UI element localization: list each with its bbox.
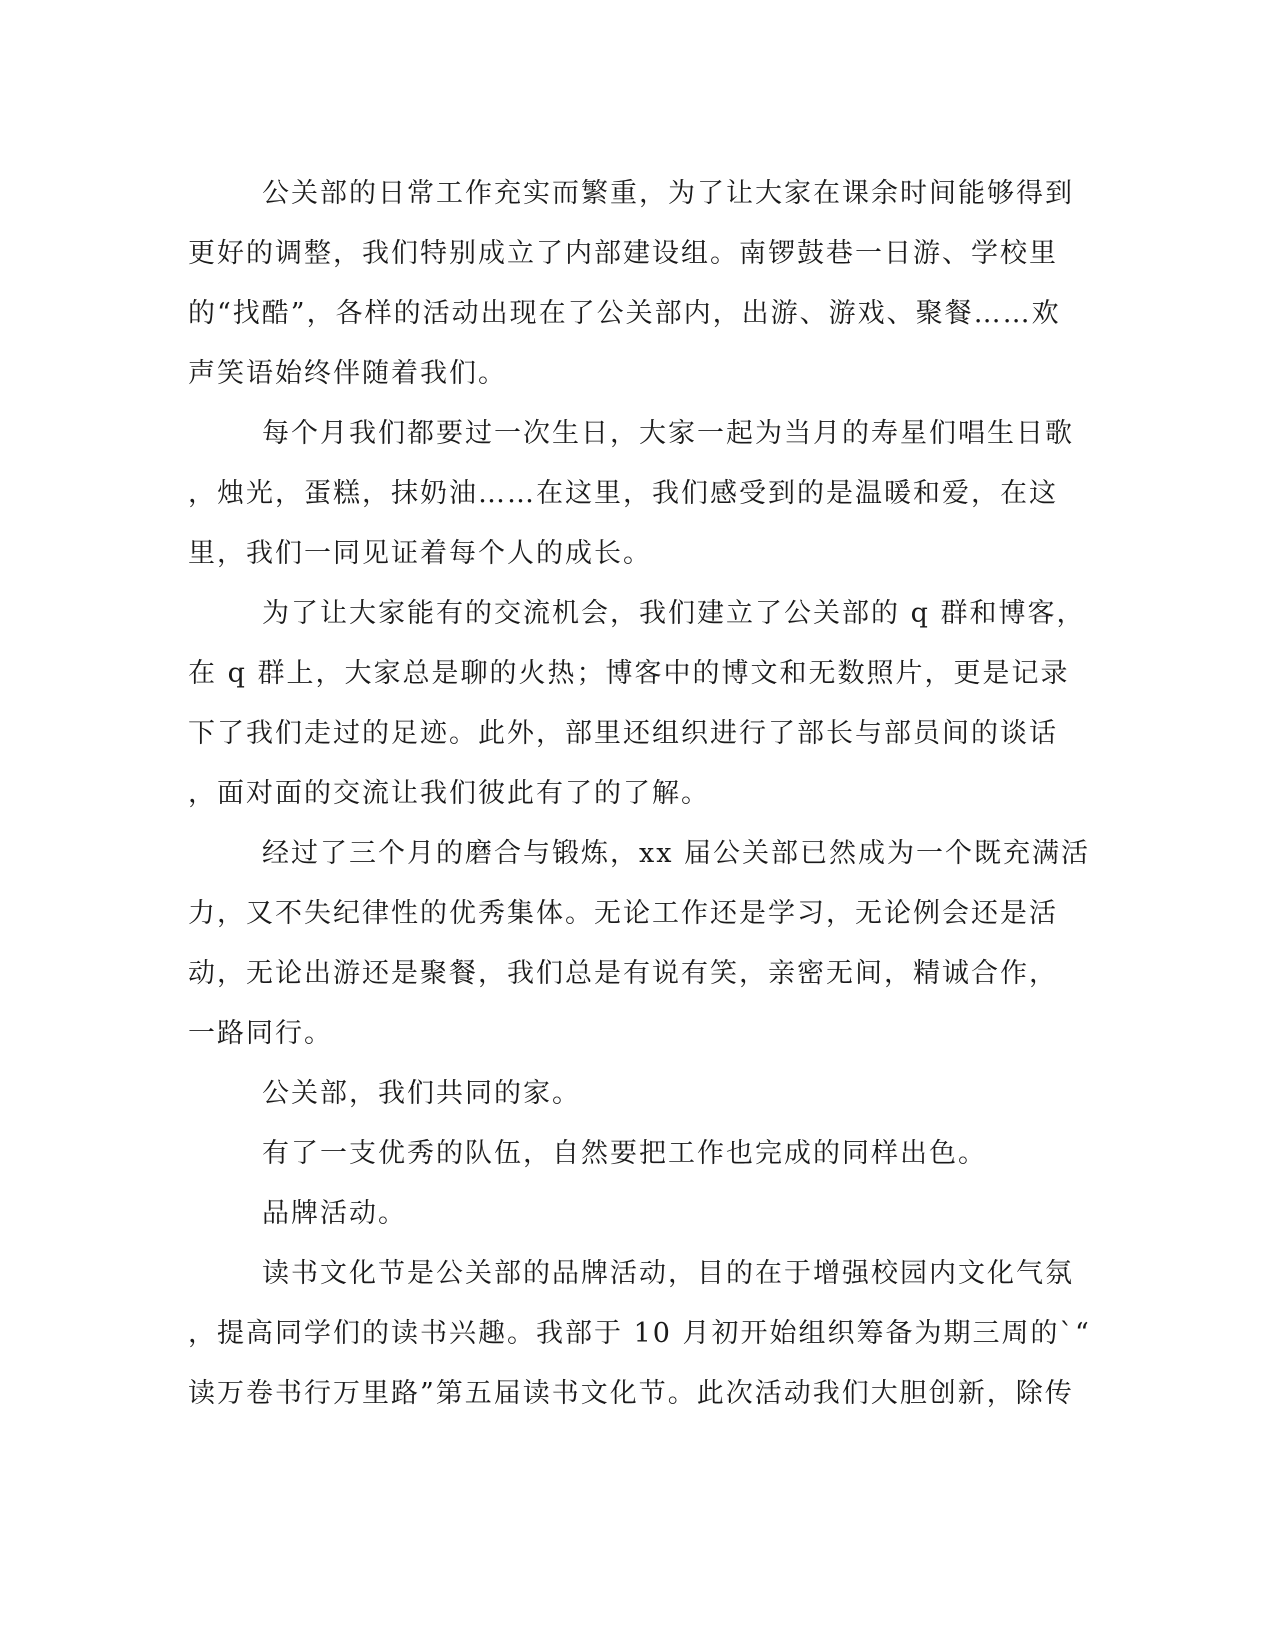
paragraph-2-line-2: ，烛光，蛋糕，抹奶油……在这里，我们感受到的是温暖和爱，在这 bbox=[188, 478, 1058, 509]
paragraph-3-line-1: 为了让大家能有的交流机会，我们建立了公关部的 q 群和博客， bbox=[262, 598, 1086, 629]
paragraph-6-line-1: 有了一支优秀的队伍，自然要把工作也完成的同样出色。 bbox=[262, 1138, 987, 1169]
section-heading-brand-activity: 品牌活动。 bbox=[262, 1198, 407, 1229]
paragraph-1-line-4: 声笑语始终伴随着我们。 bbox=[188, 358, 507, 389]
paragraph-3-line-2: 在 q 群上，大家总是聊的火热；博客中的博文和无数照片，更是记录 bbox=[188, 658, 1070, 689]
paragraph-3-line-4: ，面对面的交流让我们彼此有了的了解。 bbox=[188, 778, 710, 809]
paragraph-7-line-2: ，提高同学们的读书兴趣。我部于 10 月初开始组织筹备为期三周的`“ bbox=[188, 1318, 1091, 1349]
paragraph-5-line-1: 公关部，我们共同的家。 bbox=[262, 1078, 581, 1109]
paragraph-7-line-3: 读万卷书行万里路”第五届读书文化节。此次活动我们大胆创新，除传 bbox=[188, 1378, 1074, 1409]
paragraph-1-line-2: 更好的调整，我们特别成立了内部建设组。南锣鼓巷一日游、学校里 bbox=[188, 238, 1058, 269]
paragraph-4-line-1: 经过了三个月的磨合与锻炼，xx 届公关部已然成为一个既充满活 bbox=[262, 838, 1091, 869]
paragraph-3-line-3: 下了我们走过的足迹。此外，部里还组织进行了部长与部员间的谈话 bbox=[188, 718, 1058, 749]
paragraph-2-line-3: 里，我们一同见证着每个人的成长。 bbox=[188, 538, 652, 569]
paragraph-1-line-3: 的“找酷”，各样的活动出现在了公关部内，出游、游戏、聚餐……欢 bbox=[188, 298, 1061, 329]
paragraph-2-line-1: 每个月我们都要过一次生日，大家一起为当月的寿星们唱生日歌 bbox=[262, 418, 1074, 449]
paragraph-7-line-1: 读书文化节是公关部的品牌活动，目的在于增强校园内文化气氛 bbox=[262, 1258, 1074, 1289]
document-body bbox=[188, 164, 1091, 1424]
paragraph-4-line-3: 动，无论出游还是聚餐，我们总是有说有笑，亲密无间，精诚合作， bbox=[188, 958, 1058, 989]
paragraph-1-line-1: 公关部的日常工作充实而繁重，为了让大家在课余时间能够得到 bbox=[262, 178, 1074, 209]
paragraph-4-line-4: 一路同行。 bbox=[188, 1018, 333, 1049]
paragraph-4-line-2: 力，又不失纪律性的优秀集体。无论工作还是学习，无论例会还是活 bbox=[188, 898, 1058, 929]
